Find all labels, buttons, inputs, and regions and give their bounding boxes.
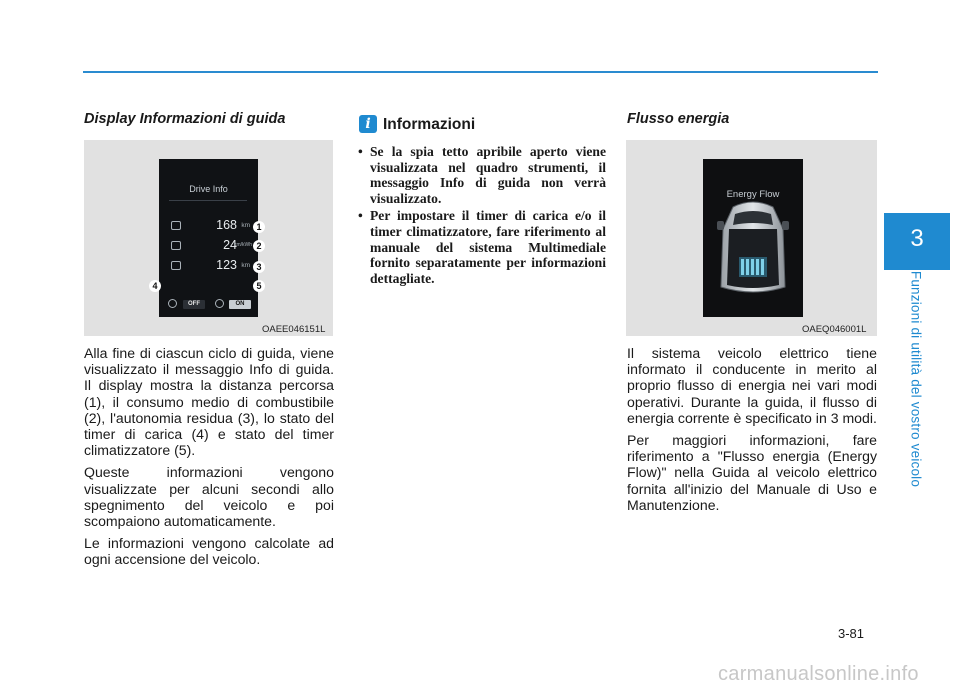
range-value: 123 bbox=[216, 258, 237, 272]
info-list bbox=[355, 144, 606, 288]
section-heading-drive-info: Display Informazioni di guida bbox=[84, 111, 286, 127]
consumption-unit: km/kWh bbox=[233, 242, 252, 248]
section-heading-energy-flow: Flusso energia bbox=[627, 111, 730, 127]
info-title: Informazioni bbox=[383, 116, 476, 133]
figure-code: OAEQ046001L bbox=[802, 324, 867, 335]
figure-code: OAEE046151L bbox=[262, 324, 326, 335]
range-unit: km bbox=[241, 262, 250, 269]
chapter-tab bbox=[884, 213, 950, 270]
paragraph: Queste informazioni vengono visualizzate per alcuni secondi allo spegnimento del veicolo e poi scompaiono automaticamente. bbox=[84, 464, 334, 530]
callout-1: 1 bbox=[253, 221, 265, 233]
drive-info-figure bbox=[84, 140, 333, 336]
info-bullet: • Se la spia tetto apribile aperto viene visualizzata nel quadro strumenti, il messaggio Info di guida non verrà visualizzato. bbox=[355, 144, 606, 206]
energy-screen-title: Energy Flow bbox=[726, 189, 780, 200]
distance-value: 168 bbox=[216, 218, 237, 232]
energy-flow-figure bbox=[626, 140, 877, 336]
climate-timer-icon bbox=[215, 299, 224, 308]
paragraph: Per maggiori informazioni, fare riferimento a "Flusso energia (Energy Flow)" nella Guida al veicolo elettrico fornita all'inizio del Manuale di Uso e Manutenzione. bbox=[627, 432, 877, 513]
screen-divider bbox=[169, 200, 247, 201]
range-icon bbox=[171, 261, 181, 270]
callout-4: 4 bbox=[149, 280, 161, 292]
row-distance bbox=[159, 219, 258, 233]
charge-timer-icon bbox=[168, 299, 177, 308]
fuel-icon bbox=[171, 241, 181, 250]
screen-title: Drive Info bbox=[189, 184, 228, 194]
drive-info-body bbox=[84, 345, 334, 574]
climate-timer-on: ON bbox=[229, 300, 251, 309]
chapter-side-title bbox=[906, 268, 926, 490]
distance-unit: km bbox=[241, 222, 250, 229]
paragraph: Il sistema veicolo elettrico tiene informato il conducente in merito al proprio flusso di energia nei vari modi operativi. Durante la guida, il flusso di energia corrente è specificato in 3 modi. bbox=[627, 345, 877, 426]
callout-2: 2 bbox=[253, 240, 265, 252]
watermark: carmanualsonline.info bbox=[718, 663, 919, 685]
row-range bbox=[159, 259, 258, 273]
charge-timer-off: OFF bbox=[183, 300, 205, 309]
info-header bbox=[359, 115, 609, 135]
energy-flow-body bbox=[627, 345, 877, 519]
paragraph: Alla fine di ciascun ciclo di guida, viene visualizzato il messaggio Info di guida. Il display mostra la distanza percorsa (1), il consumo medio di combustibile (2), l'autonomia residua (3), lo stato del timer di carica (4) e stato del timer climatizzatore (5). bbox=[84, 345, 334, 459]
chapter-title: Funzioni di utilità del vostro veicolo bbox=[908, 270, 924, 488]
info-bullet: • Per impostare il timer di carica e/o il timer climatizzatore, fare riferimento al manuale del sistema Multimediale fornito separatamente per informazioni dettagliate. bbox=[355, 208, 606, 286]
callout-5: 5 bbox=[253, 280, 265, 292]
info-icon: i bbox=[359, 115, 377, 133]
top-rule bbox=[83, 71, 878, 73]
chapter-number: 3 bbox=[910, 225, 924, 252]
car-topview-icon bbox=[703, 159, 803, 317]
cluster-screen bbox=[159, 159, 258, 317]
energy-screen bbox=[703, 159, 803, 317]
paragraph: Le informazioni vengono calcolate ad ogni accensione del veicolo. bbox=[84, 535, 334, 568]
page-number: 3-81 bbox=[838, 626, 865, 641]
car-icon bbox=[171, 221, 181, 230]
consumption-value: 24 bbox=[223, 238, 237, 252]
row-consumption bbox=[159, 239, 258, 253]
callout-3: 3 bbox=[253, 261, 265, 273]
